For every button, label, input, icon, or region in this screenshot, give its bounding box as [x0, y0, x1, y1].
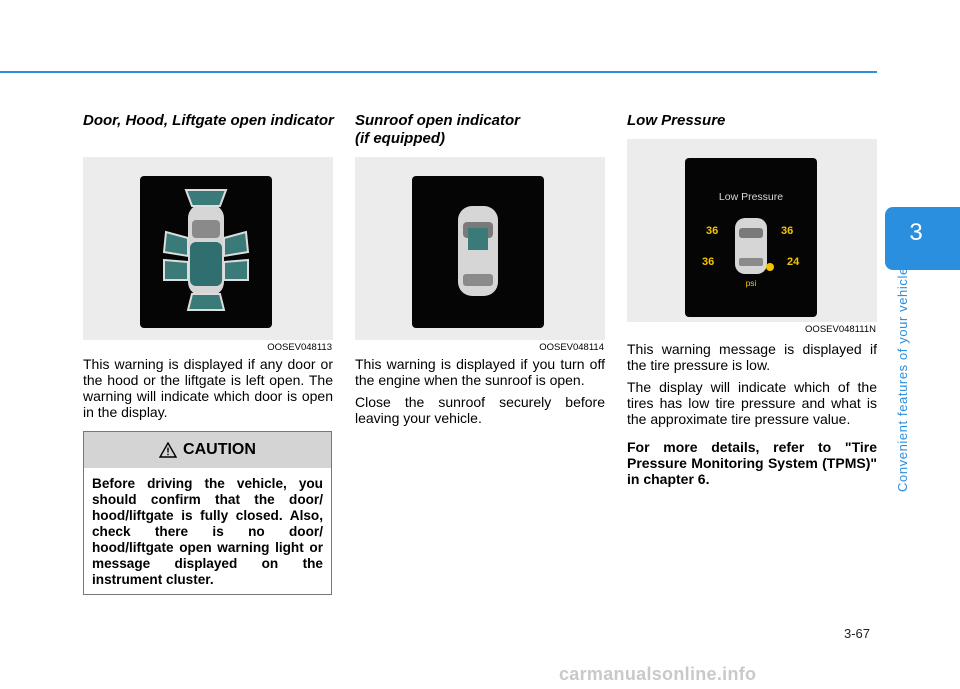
low-pressure-figure: [627, 139, 877, 322]
caution-box: [83, 431, 332, 595]
door-indicator-display: [140, 176, 272, 328]
door-figure-code: OOSEV048113: [267, 342, 332, 353]
sunroof-body-wrap: [355, 356, 605, 432]
tire-rear-left: 36: [702, 256, 715, 268]
low-pressure-display-title: Low Pressure: [718, 191, 784, 203]
door-indicator-figure: [83, 157, 333, 340]
sunroof-figure-code: OOSEV048114: [539, 342, 604, 353]
low-pressure-body-wrap: [627, 341, 877, 493]
chapter-title: Convenient features of your vehicle: [895, 267, 910, 492]
door-indicator-body: This warning is displayed if any door or the hood or the liftgate is left open. The warning will indicate which door is open in the display.: [83, 356, 333, 420]
car-sunroof-open-icon: [412, 176, 544, 328]
page-number: 3-67: [844, 626, 871, 641]
low-pressure-para-1: This warning message is displayed if the tire pressure is low.: [627, 341, 877, 373]
sunroof-indicator-section: [355, 112, 607, 148]
sunroof-para-2: Close the sunroof securely before leaving your vehicle.: [355, 394, 605, 426]
tire-front-right: 36: [781, 225, 794, 237]
caution-text: Before driving the vehicle, you should confirm that the door/ hood/liftgate is fully closed. Also, check there is no door/ hood/liftgate open warning light or message displayed on the instrument cluster.: [92, 476, 323, 587]
low-pressure-figure-code: OOSEV048111N: [805, 324, 876, 335]
tire-front-left: 36: [706, 225, 719, 237]
sunroof-indicator-figure: [355, 157, 605, 340]
low-pressure-section: [627, 112, 879, 130]
header-rule: [0, 71, 877, 73]
tire-rear-right: 24: [787, 256, 800, 268]
low-pressure-heading: Low Pressure: [627, 112, 726, 129]
chapter-number: 3: [909, 219, 923, 246]
caution-title: CAUTION: [183, 441, 256, 458]
sunroof-heading-line2: (if equipped): [355, 130, 445, 147]
low-pressure-para-3: For more details, refer to "Tire Pressure Monitoring System (TPMS)" in chapter 6.: [627, 439, 877, 487]
door-indicator-section: [83, 112, 335, 130]
sunroof-indicator-display: [412, 176, 544, 328]
sunroof-para-1: This warning is displayed if you turn off the engine when the sunroof is open.: [355, 356, 605, 388]
car-top-view-icon: [685, 158, 817, 317]
low-pressure-display: [685, 158, 817, 317]
tire-pressure-unit: psi: [745, 278, 757, 288]
low-pressure-para-2: The display will indicate which of the tires has low tire pressure and what is the approximate tire pressure value.: [627, 379, 877, 427]
caution-header: [84, 432, 331, 468]
watermark: carmanualsonline.info: [559, 664, 757, 684]
door-indicator-heading: Door, Hood, Liftgate open indicator: [83, 112, 334, 129]
sunroof-heading-line1: Sunroof open indicator: [355, 112, 520, 129]
car-doors-open-icon: [140, 176, 272, 328]
door-indicator-body-wrap: [83, 356, 333, 426]
warning-triangle-icon: [159, 442, 177, 458]
